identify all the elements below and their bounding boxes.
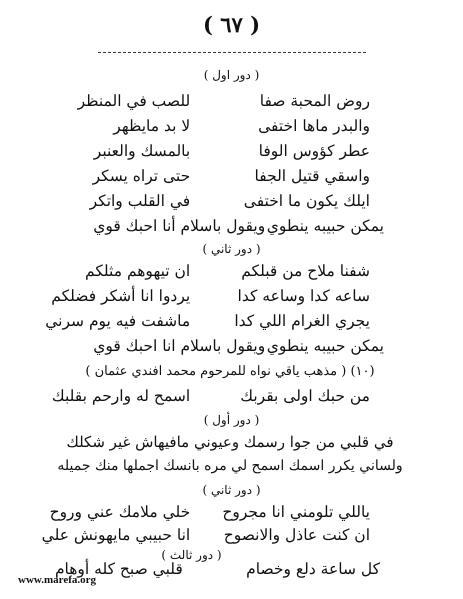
madhhab-line: [51, 387, 370, 409]
hemistich-right: كل ساعة دلع وخصام: [246, 560, 380, 578]
section-heading: ( دور أول ): [203, 413, 260, 427]
verse-line: [60, 117, 370, 139]
section-heading: ( دور ثالث ): [161, 548, 222, 562]
hemistich-right: يجري الغرام اللي كدا: [234, 312, 370, 330]
hemistich-left: ان تيهوهم مثلكم: [85, 262, 191, 280]
hemistich-right: ياللي تلومني انا مجروح: [222, 503, 370, 521]
hemistich-left: خلي ملامك عني وروح: [49, 503, 191, 521]
hemistich-right: شفنا ملاح من قبلكم: [241, 262, 370, 280]
verse-line: [41, 526, 370, 548]
hemistich-left: بالمسك والعنبر: [93, 142, 191, 160]
verse-line: [45, 312, 370, 334]
song-title: (١٠) ( مذهب ياقي نواه للمرحوم محمد افندي عثمان ): [85, 364, 375, 379]
hemistich-left: انا حبيبي مايهونش علي: [41, 526, 191, 544]
hemistich-right: يمكن حبيبه ينطوي: [266, 217, 384, 235]
verse-line: [51, 287, 370, 309]
page-number: ( ٦٧ ): [202, 12, 261, 37]
source-watermark: www.marefa.org: [18, 574, 96, 586]
hemistich-left: حتى تراه يسكر: [92, 167, 191, 185]
hemistich-right: ايلك يكون ما اختفى: [243, 192, 370, 210]
hemistich-left: في القلب واتكر: [89, 192, 191, 210]
verse-line: [49, 503, 370, 525]
verse-line: [54, 337, 384, 359]
verse-line: [60, 92, 370, 114]
hemistich-right: واسقي قتيل الجفا: [254, 167, 370, 185]
verse-line: [60, 167, 370, 189]
hemistich-right: ان كنت عاذل والانصوح: [223, 526, 370, 544]
hemistich-right: والبدر ماها اختفى: [258, 117, 370, 135]
header-divider: [98, 52, 366, 53]
hemistich-right: من حبك اولى بقربك: [240, 387, 370, 405]
hemistich-left: يردوا انا أشكر فضلكم: [51, 287, 191, 305]
verse-line: [60, 142, 370, 164]
verse-line: [54, 217, 384, 239]
hemistich-left: لا بد مايظهر: [113, 117, 191, 135]
hemistich-left: ماشفت فيه يوم سرني: [45, 312, 191, 330]
verse-line: [60, 262, 370, 284]
hemistich-right: يمكن حبيبه ينطوي: [266, 337, 384, 355]
verse-line: ولساني يكرر اسمك اسمح لي مره بانسك اجملها منك جميله: [57, 458, 403, 474]
hemistich-left: قلبي صبح كله أوهام: [54, 560, 183, 578]
hemistich-left: ويقول باسلام أنا احبك قوي: [93, 217, 266, 235]
verse-line: [60, 192, 370, 214]
hemistich-left: ويقول باسلام انا احبك قوي: [93, 337, 266, 355]
hemistich-right: ساعه كدا وساعه كدا: [237, 287, 370, 305]
section-heading: ( دور اول ): [203, 68, 260, 82]
hemistich-right: عطر كؤوس الوفا: [258, 142, 370, 160]
section-heading: ( دور ثاني ): [202, 242, 261, 256]
hemistich-left: للصب في المنظر: [77, 92, 191, 110]
section-heading: ( دور ثاني ): [202, 483, 261, 497]
hemistich-left: اسمح له وارحم بقلبك: [51, 387, 191, 405]
hemistich-right: روض المحبة صفا: [259, 92, 370, 110]
verse-line: في قلبي من جوا رسمك وعيوني مافيهاش غير شكلك: [66, 433, 394, 451]
